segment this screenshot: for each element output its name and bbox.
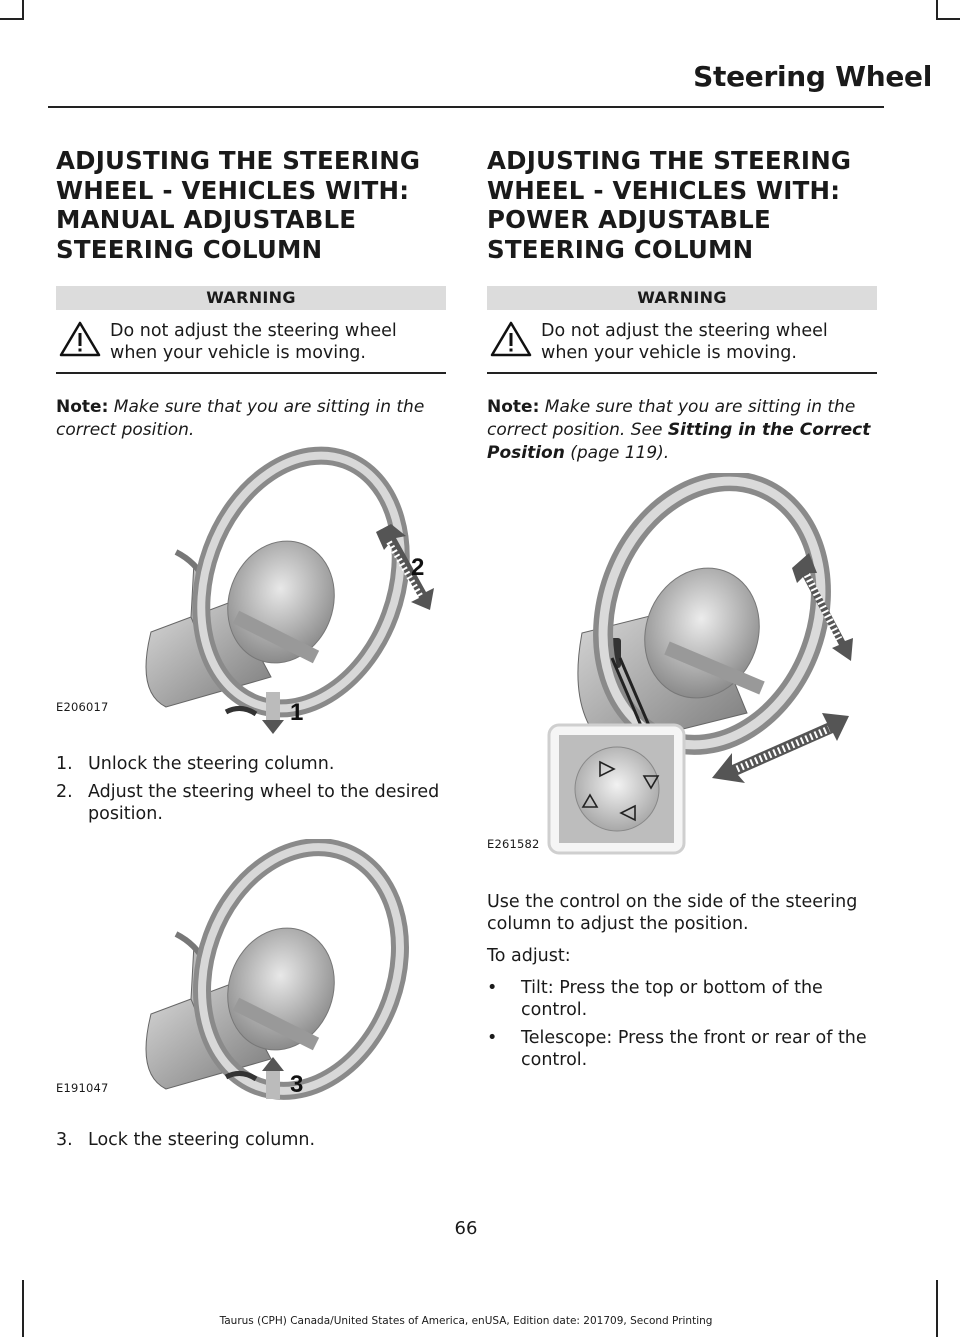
list-item bbox=[56, 753, 446, 775]
steering-wheel-illustration bbox=[56, 839, 446, 1117]
callout-1: 1 bbox=[290, 699, 304, 726]
figure-power-column bbox=[487, 473, 877, 877]
left-column bbox=[56, 146, 446, 1157]
page-reference: (page 119). bbox=[564, 443, 670, 463]
warning-box bbox=[56, 310, 446, 374]
list-item: • Tilt: Press the top or bottom of the control. bbox=[487, 977, 877, 1021]
crop-mark bbox=[936, 0, 938, 18]
step-text: Unlock the steering column. bbox=[88, 754, 335, 774]
warning-text: Do not adjust the steering wheel when your vehicle is moving. bbox=[541, 321, 828, 363]
body-text: Use the control on the side of the steering column to adjust the position. bbox=[487, 892, 858, 934]
steps-list bbox=[56, 753, 446, 825]
figure-id: E206017 bbox=[56, 700, 109, 714]
figure-id: E261582 bbox=[487, 837, 540, 851]
to-adjust-label: To adjust: bbox=[487, 946, 571, 966]
edition-footer: Taurus (CPH) Canada/United States of America, enUSA, Edition date: 201709, Second Printing bbox=[219, 1315, 713, 1327]
note bbox=[487, 396, 877, 465]
note bbox=[56, 396, 446, 442]
warning-label: WARNING bbox=[487, 286, 877, 310]
page-number: 66 bbox=[454, 1218, 478, 1239]
page-title: Steering Wheel bbox=[693, 60, 932, 93]
crop-mark bbox=[22, 0, 24, 18]
warning-label: WARNING bbox=[56, 286, 446, 310]
crop-mark bbox=[936, 18, 960, 20]
note-text: Make sure that you are sitting in the correct position. See bbox=[487, 397, 856, 440]
steering-wheel-illustration bbox=[56, 442, 446, 737]
warning-box bbox=[487, 310, 877, 374]
list-item bbox=[56, 1129, 446, 1151]
figure-manual-unlock bbox=[56, 442, 446, 737]
right-column bbox=[487, 146, 877, 1077]
figure-id: E191047 bbox=[56, 1081, 109, 1095]
crop-mark bbox=[0, 18, 24, 20]
step-number: 2. bbox=[56, 782, 73, 802]
note-label: Note: bbox=[487, 397, 540, 417]
crop-mark bbox=[936, 1280, 938, 1337]
warning-triangle-icon bbox=[58, 320, 102, 358]
step-text: Adjust the steering wheel to the desired position. bbox=[88, 782, 440, 824]
steering-wheel-illustration bbox=[487, 473, 877, 877]
cross-reference-link[interactable]: Sitting in the Correct Position bbox=[487, 420, 871, 463]
steps-list bbox=[56, 1129, 446, 1151]
warning-text: Do not adjust the steering wheel when your vehicle is moving. bbox=[110, 321, 397, 363]
telescope-arrow-icon bbox=[712, 713, 849, 783]
section-heading: ADJUSTING THE STEERING WHEEL - VEHICLES WITH: MANUAL ADJUSTABLE STEERING COLUMN bbox=[56, 146, 421, 264]
step-text: Lock the steering column. bbox=[88, 1130, 316, 1150]
adjust-list bbox=[487, 977, 877, 1071]
callout-2: 2 bbox=[411, 554, 425, 581]
warning-triangle-icon bbox=[489, 320, 533, 358]
note-text: Make sure that you are sitting in the correct position. bbox=[56, 397, 425, 440]
list-item: • Telescope: Press the front or rear of the control. bbox=[487, 1027, 877, 1071]
list-item bbox=[56, 781, 446, 825]
header-divider bbox=[48, 106, 884, 108]
figure-manual-lock bbox=[56, 839, 446, 1117]
section-heading: ADJUSTING THE STEERING WHEEL - VEHICLES WITH: POWER ADJUSTABLE STEERING COLUMN bbox=[487, 146, 852, 264]
step-number: 3. bbox=[56, 1130, 73, 1150]
note-label: Note: bbox=[56, 397, 109, 417]
step-number: 1. bbox=[56, 754, 73, 774]
callout-3: 3 bbox=[290, 1071, 304, 1098]
crop-mark bbox=[22, 1280, 24, 1337]
